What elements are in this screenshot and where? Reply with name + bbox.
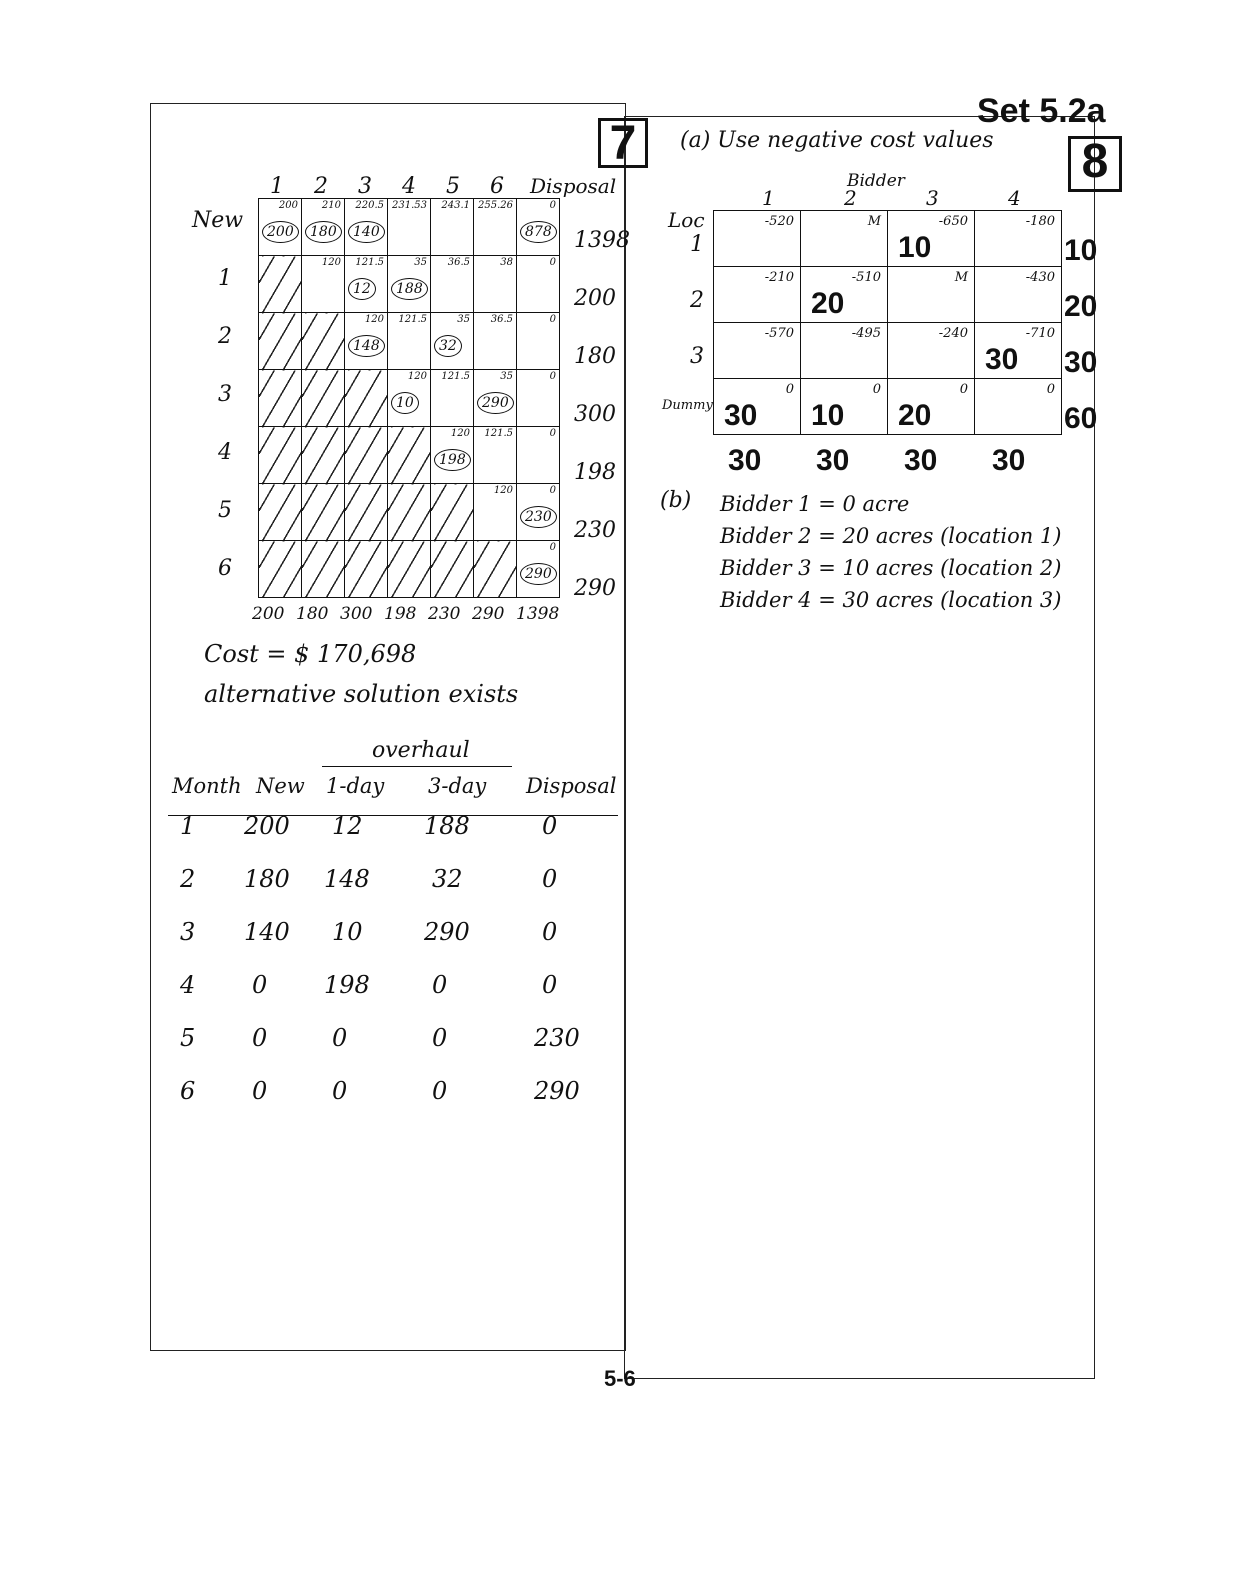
cell-cost: 36.5	[490, 314, 513, 325]
cell-cost: 120	[321, 257, 341, 268]
cell-cost: 0	[785, 382, 794, 397]
summary-cell: 230	[534, 1024, 580, 1052]
row-header: Dummy	[662, 398, 713, 413]
tableau-row	[714, 211, 1062, 267]
summary-cell: 5	[180, 1024, 196, 1052]
cell-cost: -710	[1025, 326, 1055, 341]
summary-header: Disposal	[526, 774, 617, 798]
tableau-row	[259, 199, 560, 256]
summary-cell: 0	[542, 971, 558, 999]
tableau-cell	[345, 484, 388, 541]
tableau-cell	[801, 267, 888, 323]
cell-allocation: 188	[391, 278, 428, 300]
tableau-cell	[388, 256, 431, 313]
summary-cell: 0	[252, 971, 268, 999]
tableau-cell	[517, 541, 560, 598]
summary-cell: 4	[180, 971, 196, 999]
cell-cost: 120	[450, 428, 470, 439]
cell-cost: 0	[549, 314, 556, 325]
column-header: 4	[402, 174, 416, 199]
cell-allocation: 30	[724, 399, 758, 432]
cell-cost: 121.5	[441, 371, 470, 382]
demand-value: 30	[728, 444, 762, 477]
demand-value: 30	[904, 444, 938, 477]
summary-cell: 32	[432, 865, 463, 893]
cell-allocation: 200	[262, 221, 299, 243]
overhaul-underline	[322, 766, 512, 767]
tableau-cell	[801, 211, 888, 267]
cell-allocation: 20	[898, 399, 932, 432]
tableau-row	[714, 267, 1062, 323]
summary-cell: 188	[424, 812, 470, 840]
cell-allocation: 20	[811, 287, 845, 320]
tableau-cell	[474, 370, 517, 427]
tableau-cell	[888, 211, 975, 267]
tableau-cell	[259, 541, 302, 598]
tableau-cell	[388, 427, 431, 484]
tableau-cell	[302, 427, 345, 484]
summary-cell: 0	[332, 1024, 348, 1052]
column-header: 1	[270, 174, 284, 199]
summary-cell: 0	[542, 865, 558, 893]
tableau-cell	[345, 256, 388, 313]
summary-header: Month	[172, 774, 242, 798]
cell-cost: 0	[549, 428, 556, 439]
supply-value: 20	[1064, 290, 1098, 323]
tableau-cell	[474, 541, 517, 598]
tableau-cell	[888, 323, 975, 379]
tableau-cell	[975, 379, 1062, 435]
alternative-note: alternative solution exists	[204, 680, 519, 708]
tableau-cell	[474, 484, 517, 541]
column-header: 1	[762, 186, 775, 210]
supply-value: 290	[574, 576, 616, 601]
row-header: 5	[218, 498, 232, 523]
demand-value: 300	[340, 604, 373, 624]
row-header: 6	[218, 556, 232, 581]
cell-allocation: 148	[348, 335, 385, 357]
tableau-cell	[431, 199, 474, 256]
cell-allocation: 10	[811, 399, 845, 432]
cell-cost: 210	[321, 200, 341, 211]
part-a-text: (a) Use negative cost values	[680, 128, 994, 153]
tableau-cell	[888, 267, 975, 323]
loc-label: Loc	[668, 208, 705, 232]
cell-cost: M	[867, 214, 881, 229]
tableau-cell	[388, 484, 431, 541]
cell-cost: 121.5	[398, 314, 427, 325]
tableau-cell	[975, 211, 1062, 267]
tableau-cell	[259, 313, 302, 370]
cell-cost: 231.53	[392, 200, 427, 211]
summary-cell: 0	[432, 1024, 448, 1052]
supply-value: 60	[1064, 402, 1098, 435]
tableau-cell	[714, 323, 801, 379]
tableau-cell	[345, 370, 388, 427]
tableau-cell	[517, 199, 560, 256]
cell-cost: 200	[278, 200, 298, 211]
cell-cost: 0	[549, 257, 556, 268]
summary-cell: 148	[324, 865, 370, 893]
problem-8-number: 8	[1068, 136, 1122, 192]
cell-allocation: 12	[348, 278, 376, 300]
tableau-cell	[259, 484, 302, 541]
summary-cell: 198	[324, 971, 370, 999]
bidder-label: Bidder	[847, 171, 905, 191]
summary-cell: 0	[542, 918, 558, 946]
cell-cost: 0	[872, 382, 881, 397]
tableau-cell	[517, 427, 560, 484]
column-header: Disposal	[530, 174, 617, 198]
cell-allocation: 878	[520, 221, 557, 243]
demand-value: 290	[472, 604, 505, 624]
tableau-row	[259, 541, 560, 598]
row-header: 4	[218, 440, 232, 465]
supply-value: 30	[1064, 346, 1098, 379]
tableau-cell	[801, 323, 888, 379]
tableau-cell	[302, 541, 345, 598]
cell-cost: 120	[407, 371, 427, 382]
tableau-cell	[474, 313, 517, 370]
tableau-cell	[431, 484, 474, 541]
tableau-cell	[345, 427, 388, 484]
cell-cost: M	[954, 270, 968, 285]
cell-cost: 0	[549, 542, 556, 553]
tableau-cell	[302, 484, 345, 541]
demand-value: 1398	[516, 604, 560, 624]
tableau-cell	[431, 313, 474, 370]
tableau-cell	[714, 267, 801, 323]
column-header: 2	[844, 186, 857, 210]
problem-7-number: 7	[598, 118, 648, 168]
cell-cost: 120	[493, 485, 513, 496]
tableau-cell	[302, 313, 345, 370]
tableau-cell	[714, 211, 801, 267]
cell-cost: 0	[549, 200, 556, 211]
summary-cell: 180	[244, 865, 290, 893]
tableau-cell	[302, 199, 345, 256]
row-header: 2	[218, 324, 232, 349]
tableau-cell	[801, 379, 888, 435]
column-header: 4	[1008, 186, 1021, 210]
summary-cell: 290	[534, 1077, 580, 1105]
cell-cost: -520	[764, 214, 794, 229]
cell-allocation: 140	[348, 221, 385, 243]
summary-cell: 0	[432, 1077, 448, 1105]
summary-cell: 0	[332, 1077, 348, 1105]
cell-allocation: 30	[985, 343, 1019, 376]
supply-value: 300	[574, 402, 616, 427]
cell-allocation: 10	[391, 392, 419, 414]
bidder-answer: Bidder 4 = 30 acres (location 3)	[720, 588, 1062, 612]
summary-cell: 12	[332, 812, 363, 840]
row-header: New	[192, 208, 244, 233]
tableau-row	[714, 379, 1062, 435]
cell-allocation: 290	[520, 563, 557, 585]
cell-cost: -210	[764, 270, 794, 285]
tableau-cell	[517, 313, 560, 370]
supply-value: 200	[574, 286, 616, 311]
cell-cost: 0	[1046, 382, 1055, 397]
bidder-tableau-8	[713, 210, 1062, 435]
cell-allocation: 180	[305, 221, 342, 243]
demand-value: 30	[992, 444, 1026, 477]
supply-value: 1398	[574, 228, 630, 253]
summary-cell: 200	[244, 812, 290, 840]
cell-allocation: 290	[477, 392, 514, 414]
summary-header: 1-day	[326, 774, 385, 798]
summary-cell: 2	[180, 865, 196, 893]
cell-cost: 220.5	[355, 200, 384, 211]
page-number: 5-6	[604, 1366, 636, 1391]
cell-cost: 38	[500, 257, 513, 268]
cell-allocation: 198	[434, 449, 471, 471]
summary-cell: 0	[252, 1077, 268, 1105]
cell-cost: 36.5	[447, 257, 470, 268]
tableau-cell	[259, 427, 302, 484]
cell-cost: 0	[549, 485, 556, 496]
tableau-cell	[388, 313, 431, 370]
tableau-cell	[345, 199, 388, 256]
tableau-cell	[345, 313, 388, 370]
tableau-row	[714, 323, 1062, 379]
tableau-cell	[388, 199, 431, 256]
cell-cost: 35	[414, 257, 427, 268]
row-header: 3	[218, 382, 232, 407]
cell-cost: 255.26	[478, 200, 513, 211]
row-header: 3	[690, 344, 704, 369]
cell-cost: -430	[1025, 270, 1055, 285]
tableau-row	[259, 370, 560, 427]
cell-allocation: 230	[520, 506, 557, 528]
demand-value: 180	[296, 604, 329, 624]
cell-cost: 243.1	[441, 200, 470, 211]
tableau-row	[259, 313, 560, 370]
cell-cost: 0	[549, 371, 556, 382]
cell-cost: -570	[764, 326, 794, 341]
summary-cell: 0	[542, 812, 558, 840]
cell-cost: 120	[364, 314, 384, 325]
row-header: 2	[690, 288, 704, 313]
summary-cell: 10	[332, 918, 363, 946]
overhaul-label: overhaul	[372, 738, 470, 763]
demand-value: 198	[384, 604, 417, 624]
summary-cell: 290	[424, 918, 470, 946]
tableau-cell	[345, 541, 388, 598]
summary-cell: 0	[252, 1024, 268, 1052]
tableau-cell	[517, 484, 560, 541]
summary-header: New	[256, 774, 305, 798]
bidder-answer: Bidder 1 = 0 acre	[720, 492, 910, 516]
tableau-cell	[474, 199, 517, 256]
cell-cost: 121.5	[484, 428, 513, 439]
cell-cost: -180	[1025, 214, 1055, 229]
column-header: 3	[358, 174, 372, 199]
cell-cost: 35	[457, 314, 470, 325]
summary-cell: 140	[244, 918, 290, 946]
tableau-cell	[388, 370, 431, 427]
supply-value: 10	[1064, 234, 1098, 267]
demand-value: 230	[428, 604, 461, 624]
tableau-cell	[259, 370, 302, 427]
demand-value: 200	[252, 604, 285, 624]
cell-cost: 0	[959, 382, 968, 397]
tableau-cell	[714, 379, 801, 435]
supply-value: 198	[574, 460, 616, 485]
column-header: 2	[314, 174, 328, 199]
cell-allocation: 32	[434, 335, 462, 357]
tableau-cell	[975, 267, 1062, 323]
supply-value: 230	[574, 518, 616, 543]
tableau-row	[259, 484, 560, 541]
summary-cell: 0	[432, 971, 448, 999]
tableau-cell	[517, 370, 560, 427]
tableau-cell	[388, 541, 431, 598]
tableau-cell	[302, 370, 345, 427]
supply-value: 180	[574, 344, 616, 369]
cell-cost: 35	[500, 371, 513, 382]
part-b-label: (b)	[660, 488, 692, 513]
cell-cost: -240	[938, 326, 968, 341]
bidder-answer: Bidder 3 = 10 acres (location 2)	[720, 556, 1062, 580]
column-header: 3	[926, 186, 939, 210]
row-header: 1	[690, 232, 704, 257]
cell-cost: -495	[851, 326, 881, 341]
tableau-cell	[302, 256, 345, 313]
tableau-cell	[259, 256, 302, 313]
tableau-cell	[888, 379, 975, 435]
summary-cell: 6	[180, 1077, 196, 1105]
bidder-answer: Bidder 2 = 20 acres (location 1)	[720, 524, 1062, 548]
cost-text: Cost = $ 170,698	[204, 640, 417, 668]
summary-header: 3-day	[428, 774, 487, 798]
transportation-tableau-7	[258, 198, 560, 598]
cell-cost: 121.5	[355, 257, 384, 268]
column-header: 6	[490, 174, 504, 199]
tableau-cell	[431, 256, 474, 313]
cell-cost: -510	[851, 270, 881, 285]
tableau-cell	[517, 256, 560, 313]
tableau-cell	[431, 370, 474, 427]
row-header: 1	[218, 266, 232, 291]
cell-allocation: 10	[898, 231, 932, 264]
set-title: Set 5.2a	[977, 92, 1106, 130]
tableau-cell	[431, 427, 474, 484]
tableau-row	[259, 427, 560, 484]
summary-cell: 3	[180, 918, 196, 946]
tableau-cell	[259, 199, 302, 256]
tableau-cell	[474, 256, 517, 313]
demand-value: 30	[816, 444, 850, 477]
cell-cost: -650	[938, 214, 968, 229]
tableau-cell	[975, 323, 1062, 379]
column-header: 5	[446, 174, 460, 199]
tableau-cell	[474, 427, 517, 484]
tableau-cell	[431, 541, 474, 598]
tableau-row	[259, 256, 560, 313]
summary-cell: 1	[180, 812, 196, 840]
